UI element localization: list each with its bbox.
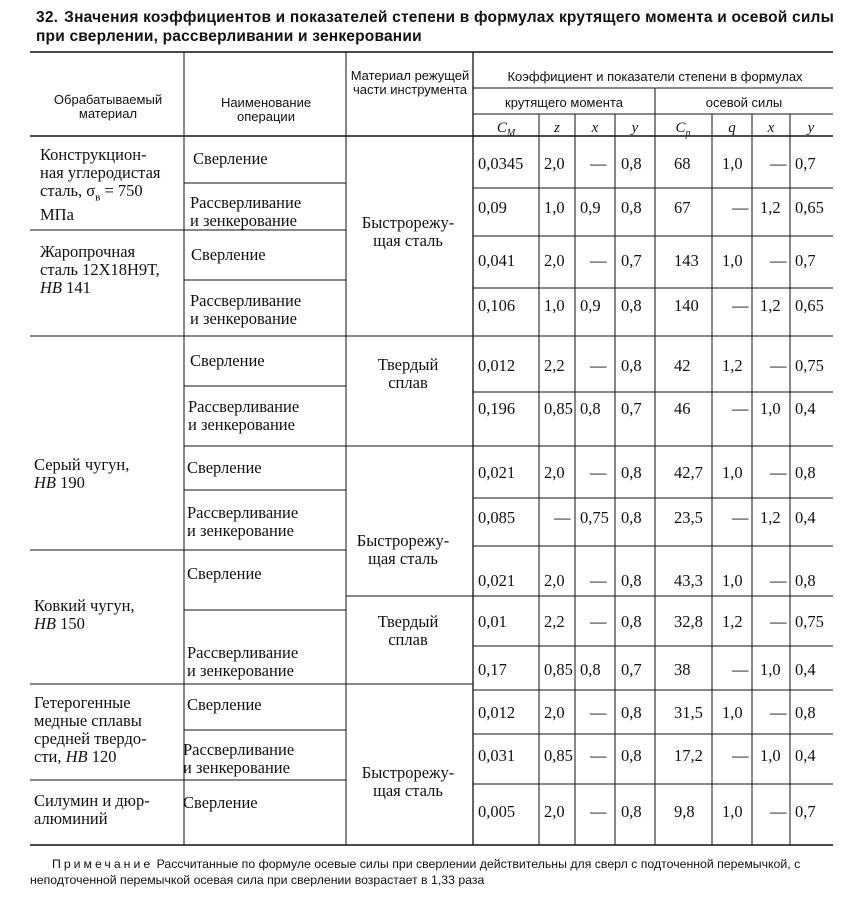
tool-hard-alloy: Твердый сплав — [377, 612, 439, 649]
cell-x: — — [590, 463, 607, 482]
cell-x2: 1,2 — [760, 296, 781, 315]
header-q: q — [728, 120, 736, 136]
cell-cp: 9,8 — [674, 802, 695, 821]
operation-drilling: Сверление — [193, 149, 268, 168]
table-note — [30, 856, 830, 888]
operation-drilling: Сверление — [187, 695, 262, 714]
cell-x2: — — [770, 356, 787, 375]
header-material: Обрабатываемый материал — [53, 92, 163, 121]
header-coefficients: Коэффициент и показатели степени в формулах — [507, 69, 803, 84]
cell-z: 1,0 — [544, 296, 565, 315]
cell-cm: 0,021 — [478, 463, 516, 482]
cell-z: 2,0 — [544, 802, 565, 821]
cell-x: 0,8 — [580, 399, 601, 418]
header-x2: x — [767, 120, 775, 136]
header-torque: крутящего момента — [505, 95, 623, 110]
cell-q: — — [732, 399, 749, 418]
cell-z: 2,0 — [544, 154, 565, 173]
operation-reaming: Рассверливание и зенкерование — [187, 503, 299, 540]
operation-reaming: Рассверливание и зенкерование — [183, 740, 295, 777]
cell-cm: 0,031 — [478, 746, 516, 765]
cell-y: 0,8 — [621, 296, 642, 315]
material-copper-alloys: Гетерогенные медные сплавы средней твердо- сти, НВ 120 — [34, 693, 147, 766]
cell-cm: 0,041 — [478, 251, 516, 270]
header-cm: $C_M$ — [496, 120, 516, 139]
cell-x2: — — [770, 571, 787, 590]
cell-y2: 0,8 — [795, 571, 816, 590]
cell-y2: 0,4 — [795, 399, 816, 418]
cell-y: 0,7 — [621, 399, 642, 418]
cell-cp: 31,5 — [674, 703, 703, 722]
header-z: z — [554, 120, 560, 136]
cell-y: 0,8 — [621, 154, 642, 173]
cell-cm: 0,0345 — [478, 154, 524, 173]
material-heat-resistant-steel: Жаропрочная сталь 12Х18Н9Т, НВ 141 — [40, 242, 160, 297]
cell-x: 0,8 — [580, 660, 601, 679]
cell-y: 0,8 — [621, 508, 642, 527]
cell-q: 1,0 — [722, 703, 743, 722]
header-y2: y — [807, 120, 815, 136]
tool-hss: Быстрорежу- щая сталь — [361, 763, 455, 800]
cell-y2: 0,4 — [795, 508, 816, 527]
tool-hss: Быстрорежу- щая сталь — [356, 531, 450, 568]
cell-y2: 0,75 — [795, 356, 824, 375]
cell-x2: 1,0 — [760, 746, 781, 765]
cell-q: 1,0 — [722, 154, 743, 173]
cell-x2: 1,0 — [760, 660, 781, 679]
cell-y: 0,7 — [621, 251, 642, 270]
cell-q: — — [732, 746, 749, 765]
cell-cp: 46 — [674, 399, 691, 418]
note-label: Примечание — [52, 857, 154, 871]
cell-cp: 23,5 — [674, 508, 703, 527]
cell-x: — — [590, 571, 607, 590]
cell-y: 0,8 — [621, 746, 642, 765]
material-malleable-iron: Ковкий чугун, НВ 150 — [34, 596, 135, 633]
cell-cp: 140 — [674, 296, 699, 315]
cell-q: — — [732, 660, 749, 679]
cell-x: — — [590, 703, 607, 722]
cell-cm: 0,012 — [478, 356, 516, 375]
cell-cp: 38 — [674, 660, 691, 679]
cell-x: — — [590, 746, 607, 765]
cell-y: 0,8 — [621, 612, 642, 631]
cell-y2: 0,7 — [795, 251, 816, 270]
cell-q: 1,0 — [722, 463, 743, 482]
header-operation: Наименование операции — [220, 95, 312, 124]
cell-cm: 0,17 — [478, 660, 507, 679]
cell-cp: 67 — [674, 198, 691, 217]
cell-q: 1,2 — [722, 356, 743, 375]
cell-y2: 0,65 — [795, 296, 824, 315]
cell-x: — — [590, 154, 607, 173]
cell-x2: — — [770, 802, 787, 821]
cell-y: 0,7 — [621, 660, 642, 679]
table-number: 32. — [36, 9, 59, 26]
header-y: y — [631, 120, 639, 136]
cell-z: 2,0 — [544, 251, 565, 270]
cell-x2: — — [770, 703, 787, 722]
cell-y: 0,8 — [621, 571, 642, 590]
cell-x2: — — [770, 154, 787, 173]
cell-y2: 0,8 — [795, 463, 816, 482]
cell-x2: 1,2 — [760, 198, 781, 217]
tool-hss: Быстрорежу- щая сталь — [361, 213, 455, 250]
cell-cm: 0,196 — [478, 399, 516, 418]
cell-q: — — [732, 508, 749, 527]
operation-drilling: Сверление — [187, 458, 262, 477]
cell-y: 0,8 — [621, 198, 642, 217]
cell-cm: 0,085 — [478, 508, 516, 527]
cell-x2: — — [770, 612, 787, 631]
operation-reaming: Рассверливание и зенкерование — [190, 193, 302, 230]
header-cp: $C_p$ — [675, 120, 691, 139]
cell-cm: 0,01 — [478, 612, 507, 631]
operation-drilling: Сверление — [187, 564, 262, 583]
cell-z: 2,0 — [544, 571, 565, 590]
cell-q: — — [732, 198, 749, 217]
table-title-text: Значения коэффициентов и показателей степени в формулах крутящего момента и осевой силы при сверлении, рассверливании и зенкеровании — [36, 9, 835, 45]
cell-q: 1,0 — [722, 802, 743, 821]
cell-q: 1,2 — [722, 612, 743, 631]
cell-cm: 0,005 — [478, 802, 516, 821]
cell-x: — — [590, 612, 607, 631]
material-gray-iron: Серый чугун, НВ 190 — [34, 455, 130, 492]
cell-x: 0,9 — [580, 296, 601, 315]
cell-x2: — — [770, 251, 787, 270]
cell-y2: 0,4 — [795, 660, 816, 679]
operation-reaming: Рассверливание и зенкерование — [187, 643, 299, 680]
cell-x: — — [590, 356, 607, 375]
cell-z: 2,2 — [544, 356, 565, 375]
cell-z: — — [554, 508, 571, 527]
cell-x2: — — [770, 463, 787, 482]
operation-reaming: Рассверливание и зенкерование — [190, 291, 302, 328]
cell-cp: 32,8 — [674, 612, 703, 631]
cell-z: 0,85 — [544, 746, 573, 765]
cell-y: 0,8 — [621, 802, 642, 821]
operation-drilling: Сверление — [191, 245, 266, 264]
cell-x: — — [590, 802, 607, 821]
tool-hard-alloy: Твердый сплав — [377, 355, 439, 392]
cell-cp: 68 — [674, 154, 691, 173]
cell-x: 0,9 — [580, 198, 601, 217]
cell-cm: 0,106 — [478, 296, 516, 315]
cell-z: 2,2 — [544, 612, 565, 631]
cell-q: — — [732, 296, 749, 315]
operation-drilling: Сверление — [183, 793, 258, 812]
header-axial-force: осевой силы — [705, 95, 783, 110]
cell-q: 1,0 — [722, 251, 743, 270]
cell-cp: 143 — [674, 251, 699, 270]
cell-cp: 42 — [674, 356, 691, 375]
header-x: x — [591, 120, 599, 136]
cell-y: 0,8 — [621, 356, 642, 375]
cell-y: 0,8 — [621, 463, 642, 482]
cell-y2: 0,4 — [795, 746, 816, 765]
cell-x2: 1,0 — [760, 399, 781, 418]
cell-y2: 0,8 — [795, 703, 816, 722]
cell-cm: 0,012 — [478, 703, 516, 722]
cell-y2: 0,75 — [795, 612, 824, 631]
cell-q: 1,0 — [722, 571, 743, 590]
cell-y: 0,8 — [621, 703, 642, 722]
cell-cm: 0,021 — [478, 571, 516, 590]
cell-y2: 0,65 — [795, 198, 824, 217]
cell-y2: 0,7 — [795, 154, 816, 173]
operation-reaming: Рассверливание и зенкерование — [188, 397, 300, 434]
cell-z: 2,0 — [544, 703, 565, 722]
cell-x: — — [590, 251, 607, 270]
cell-z: 1,0 — [544, 198, 565, 217]
material-silumin: Силумин и дюр- алюминий — [34, 791, 150, 828]
material-carbon-steel: Конструкцион- ная углеродистая сталь, $\sigma_в = 750$ МПа — [40, 145, 161, 225]
cell-z: 2,0 — [544, 463, 565, 482]
cell-y2: 0,7 — [795, 802, 816, 821]
cell-x: 0,75 — [580, 508, 609, 527]
header-tool-material: Материал режущей части инструмента — [350, 68, 470, 97]
cell-z: 0,85 — [544, 399, 573, 418]
cell-cp: 43,3 — [674, 571, 703, 590]
cell-z: 0,85 — [544, 660, 573, 679]
cell-cp: 17,2 — [674, 746, 703, 765]
cell-x2: 1,2 — [760, 508, 781, 527]
operation-drilling: Сверление — [190, 351, 265, 370]
cell-cm: 0,09 — [478, 198, 507, 217]
cell-cp: 42,7 — [674, 463, 703, 482]
note-text: Рассчитанные по формуле осевые силы при сверлении действительны для сверл с подточенной перемычкой, с неподточенной перемычкой осевая сила при сверлении возрастает в 1,33 раза — [30, 857, 801, 887]
